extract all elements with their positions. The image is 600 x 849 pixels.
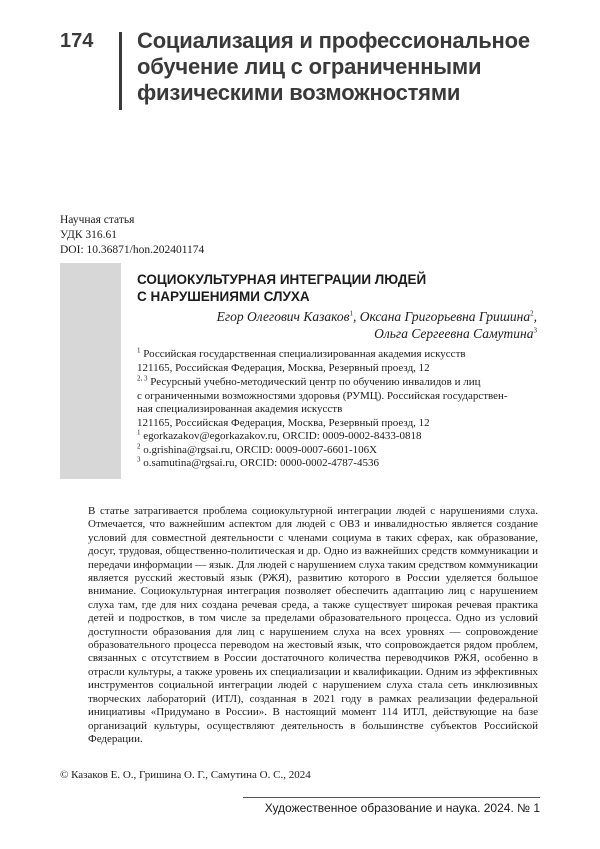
author-affiliation-mark: 1 — [349, 309, 354, 318]
contact-line — [137, 441, 547, 458]
article-title — [137, 271, 557, 305]
author-separator: , — [353, 309, 360, 324]
author-list — [137, 308, 537, 342]
footer-divider — [243, 797, 540, 798]
affiliation-line — [137, 376, 547, 390]
author-affiliation-mark: 2 — [530, 309, 534, 318]
contact-text[interactable]: o.grishina@rgsai.ru, ORCID: 0009-0007-6601-106X — [143, 443, 378, 456]
contact-line — [137, 430, 547, 444]
doi: DOI: 10.36871/hon.202401174 — [60, 244, 205, 256]
journal-name: Художественное образование и наука. 2024. № 1 — [264, 801, 540, 815]
author-line — [137, 325, 537, 342]
article-meta — [60, 213, 204, 258]
section-title — [137, 28, 577, 106]
author-contacts — [137, 430, 547, 471]
contact-mark: 1 — [137, 428, 141, 437]
affiliation-text: Ресурсный учебно-методический центр по обучению инвалидов и лиц — [150, 376, 481, 388]
section-title-line: Социализация и профессиональное — [137, 28, 530, 53]
copyright: © Казаков Е. О., Гришина О. Г., Самутина О. С., 2024 — [60, 769, 311, 781]
affiliation-line — [137, 348, 547, 362]
affiliation-text: Российская государственная специализированная академия искусств — [143, 348, 466, 360]
contact-mark: 2 — [137, 441, 141, 450]
author-affiliation-mark: 3 — [533, 326, 537, 335]
article-type: Научная статья — [60, 214, 135, 226]
author-name: Ольга Сергеевна Самутина — [374, 326, 534, 341]
page-number: 174 — [60, 30, 94, 52]
article-title-line: СОЦИОКУЛЬТУРНАЯ ИНТЕГРАЦИИ ЛЮДЕЙ — [137, 272, 427, 287]
affiliation-mark: 2, 3 — [137, 374, 148, 383]
contact-text[interactable]: o.samutina@rgsai.ru, ORCID: 0000-0002-4787-4536 — [143, 457, 379, 469]
affiliation-line: 121165, Российская Федерация, Москва, Резервный проезд, 12 — [137, 416, 430, 429]
affiliation-line: ная специализированная академия искусств — [137, 403, 343, 415]
abstract: В статье затрагивается проблема социокультурной интеграции людей с нарушениями слуха. Отмечается, что важнейшим аспектом для людей с ОВЗ и инвалидностью является создание условий для совместной деятельности с членами социума в таких сферах, как образование, досуг, трудовая, общественно-политическая и др. Одно из важнейших средств коммуникации и передачи информации — язык. Для людей с нарушением слуха таким средством коммуникации является русский жестовый язык (РЖЯ), развитию которого в России уделяется большое внимание. Социокультурная интеграция позволяет обеспечить адаптацию лиц с нарушением слуха там, где для них создана речевая среда, а также существует широкая речевая практика детей и подростков, в том числе за пределами образовательного процесса. Одно из условий доступности образования для лиц с нарушением слуха на всех уровнях — сопровождение образовательного процесса переводом на жестовый язык, что сопровождается рядом проблем, связанных с отсутствием в России достаточного количества переводчиков РЖЯ, особенно в отрасли культуры, а также уровень их специализации и квалификации. Одним из эффективных инструментов социальной интеграции людей с нарушением слуха стала сеть инклюзивных творческих лабораторий (ИТЛ), созданная в 2021 году в рамках реализации федеральной инициативы «Придумано в России». В настоящий момент 114 ИТЛ, действующие на базе организаций культуры, осуществляют деятельность в большинстве субъектов Российской Федерации. — [88, 505, 538, 745]
article-title-line: С НАРУШЕНИЯМИ СЛУХА — [137, 289, 310, 304]
affiliation-line: 121165, Российская Федерация, Москва, Резервный проезд, 12 — [137, 361, 430, 374]
author-line — [137, 308, 537, 325]
udc-code: УДК 316.61 — [60, 229, 117, 241]
contact-line — [137, 457, 547, 471]
affiliation-1 — [137, 348, 547, 375]
author-separator: , — [533, 309, 537, 324]
contact-mark: 3 — [137, 455, 141, 464]
affiliation-line: с ограниченными возможностями здоровья (РУМЦ). Российская государствен- — [137, 389, 508, 402]
section-title-line: обучение лиц с ограниченными — [137, 54, 482, 79]
decorative-side-bar — [60, 263, 121, 479]
affiliation-2 — [137, 376, 547, 430]
affiliation-mark: 1 — [137, 346, 141, 355]
author-name: Егор Олегович Казаков — [216, 309, 350, 324]
author-name: Оксана Григорьевна Гришина — [359, 309, 531, 324]
section-title-line: физическими возможностями — [137, 80, 461, 105]
contact-text[interactable]: egorkazakov@egorkazakov.ru, ORCID: 0009-0002-8433-0818 — [143, 430, 422, 442]
header-divider — [119, 32, 122, 110]
